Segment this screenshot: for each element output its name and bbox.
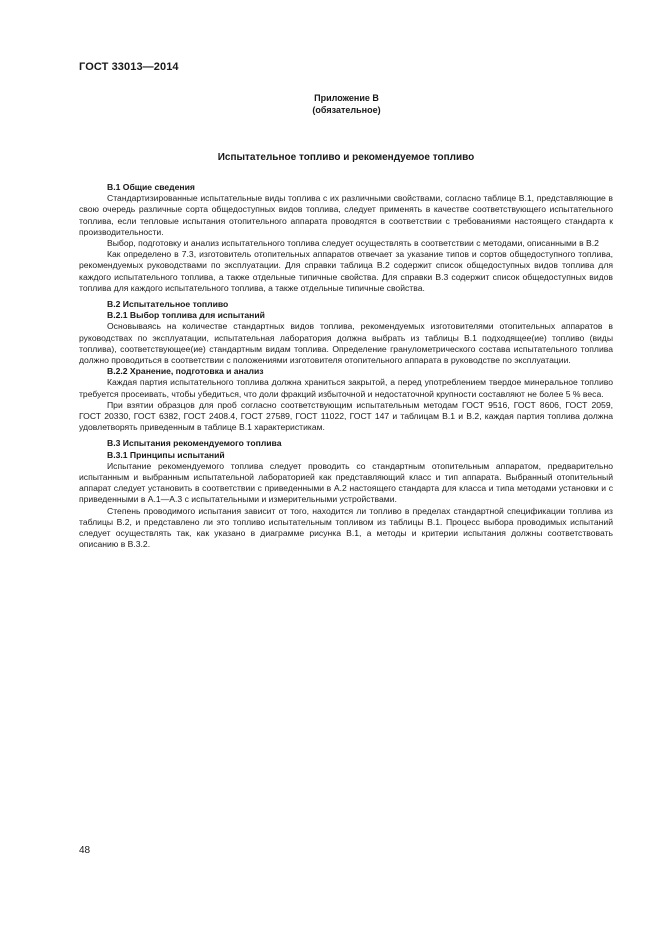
document-body bbox=[79, 182, 613, 551]
paragraph: При взятии образцов для проб согласно соответствующим испытательным методам ГОСТ 9516, ГОСТ 8606, ГОСТ 2059, ГОСТ 20330, ГОСТ 6382, ГОСТ 2408.4, ГОСТ 27589, ГОСТ 11022, ГОСТ 147 и таблицам В.1 и В.2, каждая партия топлива должна удовлетворять приведенным в таблице В.1 характеристикам. bbox=[79, 399, 613, 433]
paragraph: Выбор, подготовку и анализ испытательного топлива следует осуществлять в соответствии с методами, описанными в В.2 bbox=[107, 238, 599, 249]
section-heading-b3: В.3 Испытания рекомендуемого топлива bbox=[107, 438, 282, 449]
subsection-heading-b21: В.2.1 Выбор топлива для испытаний bbox=[107, 310, 265, 321]
appendix-label: Приложение В bbox=[314, 93, 379, 103]
standard-number: ГОСТ 33013—2014 bbox=[79, 61, 179, 73]
appendix-title: Испытательное топливо и рекомендуемое топливо bbox=[217, 152, 475, 163]
appendix-header bbox=[200, 92, 493, 116]
section-heading-b1: В.1 Общие сведения bbox=[107, 182, 195, 192]
paragraph: Как определено в 7.3, изготовитель отопительных аппаратов отвечает за указание типов и сортов общедоступного топлива, рекомендуемых руководствами по эксплуатации. Для справки таблица В.2 содержит список общедоступных видов топлива для каждого испытательного топлива, а также отдельные типичные свойства. Для справки В.3 содержит список общедоступных видов топлива для каждого испытательного топлива, а также отдельные типичные свойства. bbox=[79, 249, 613, 293]
paragraph: Степень проводимого испытания зависит от того, находится ли топливо в пределах стандартной спецификации топлива из таблицы В.2, и представлено ли это топливо испытательным топливом из таблицы В.1. Процесс выбора проводимых испытаний следует осуществлять так, как указано в диаграмме рисунка В.1, а методы и критерии испытания должны соответствовать описанию в В.3.2. bbox=[79, 505, 613, 550]
paragraph: Каждая партия испытательного топлива должна храниться закрытой, а перед употреблением твердое минеральное топливо требуется просеивать, чтобы убедиться, что доли фракций избыточной и недостаточной крупности составляют не более 5 % веса. bbox=[79, 377, 613, 399]
appendix-status: (обязательное) bbox=[312, 105, 381, 115]
subsection-heading-b22: В.2.2 Хранение, подготовка и анализ bbox=[107, 366, 264, 377]
subsection-heading-b31: В.3.1 Принципы испытаний bbox=[107, 449, 225, 460]
paragraph: Испытание рекомендуемого топлива следует проводить со стандартным отопительным аппаратом, предварительно испытанным и выбранным испытательной лабораторией как представляющий класс и тип аппарата. Выбранный отопительный аппарат следует установить в соответствии с приведенными в А.2 настоящего стандарта для класса и типа методами установки и с приведенными в А.1—А.3 с испытательными и измерительными устройствами. bbox=[79, 460, 613, 505]
section-heading-b2: В.2 Испытательное топливо bbox=[107, 299, 229, 310]
paragraph: Основываясь на количестве стандартных видов топлива, рекомендуемых изготовителями отопительных аппаратов в руководствах по эксплуатации, испытательная лаборатория должна выбрать из таблицы В.1 подходящее(ие) топливо (виды топлива), соответствующее(ие) стандартным видам топлива. Определение гранулометрического состава испытательного топлива должно проводиться в соответствии с положениями изготовителя отопительного аппарата в руководстве по эксплуатации. bbox=[79, 321, 613, 366]
paragraph: Стандартизированные испытательные виды топлива с их различными свойствами, согласно таблице В.1, представляющие в свою очередь различные сорта общедоступных видов топлива, следует применять в качестве соответствующего испытательного топлива, если тепловые испытания отопительного аппарата проводятся в соответствии с требованиями настоящего стандарта к производительности. bbox=[79, 193, 613, 237]
page-number: 48 bbox=[79, 845, 91, 856]
